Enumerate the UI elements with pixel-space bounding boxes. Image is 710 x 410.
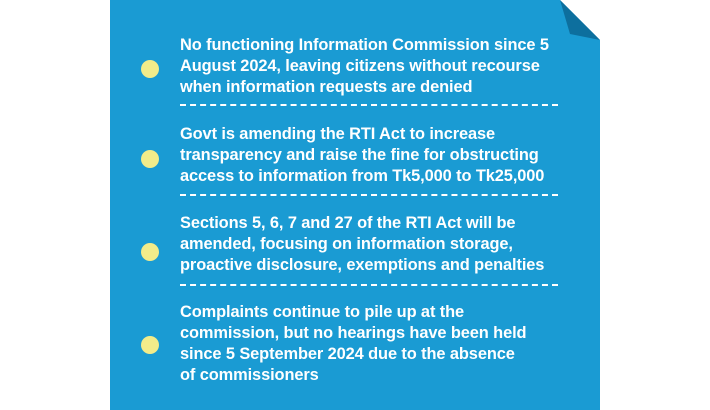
folded-corner bbox=[560, 0, 600, 40]
bullet-icon bbox=[141, 336, 159, 354]
dashed-divider bbox=[180, 194, 558, 196]
point-text: Govt is amending the RTI Act to increase transparency and raise the fine for obstructing access to information from Tk5,000 to Tk25,000 bbox=[180, 125, 545, 185]
bullet-icon bbox=[141, 150, 159, 168]
point-text: No functioning Information Commission since 5 August 2024, leaving citizens without recourse when information requests are denied bbox=[180, 36, 549, 96]
bullet-icon bbox=[141, 243, 159, 261]
dashed-divider bbox=[180, 284, 558, 286]
bullet-icon bbox=[141, 60, 159, 78]
folded-corner-shape bbox=[560, 0, 600, 40]
point-text: Complaints continue to pile up at the commission, but no hearings have been held since 5 September 2024 due to the absence of commissioners bbox=[180, 303, 527, 384]
dashed-divider bbox=[180, 104, 558, 106]
point-text: Sections 5, 6, 7 and 27 of the RTI Act will be amended, focusing on information storage, proactive disclosure, exemptions and penalties bbox=[180, 214, 545, 274]
